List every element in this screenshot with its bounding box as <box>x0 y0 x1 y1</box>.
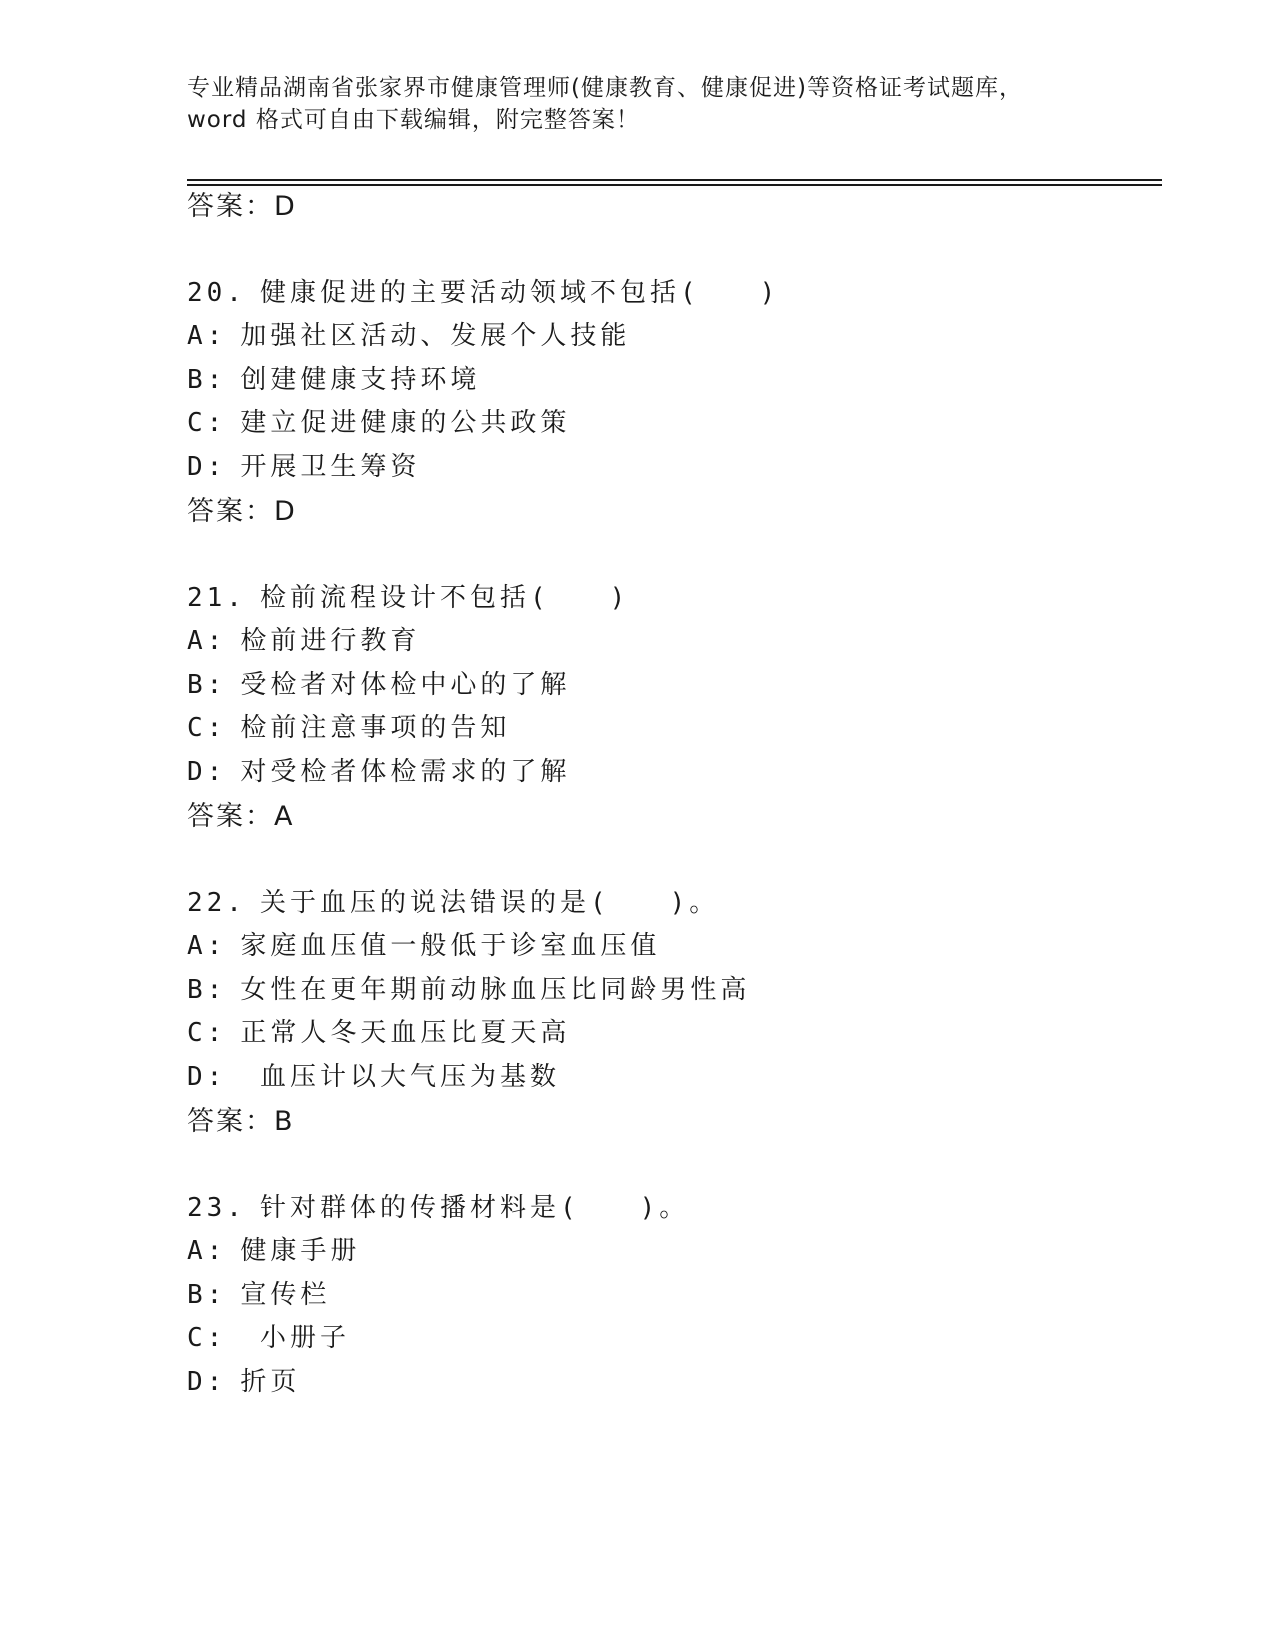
question-20-option-b: B: 创建健康支持环境 <box>187 365 481 395</box>
header-divider-top <box>187 179 1162 181</box>
question-21-option-b: B: 受检者对体检中心的了解 <box>187 670 571 700</box>
question-22-answer: 答案：B <box>187 1106 295 1137</box>
question-22-option-a: A: 家庭血压值一般低于诊室血压值 <box>187 931 661 961</box>
question-21-option-a: A: 检前进行教育 <box>187 626 421 656</box>
question-20-option-d: D: 开展卫生筹资 <box>187 452 421 482</box>
question-20-answer: 答案：D <box>187 496 297 527</box>
question-number: 23. <box>187 1193 246 1223</box>
question-text: 检前流程设计不包括( ) <box>259 583 630 613</box>
question-23-stem <box>187 1187 689 1224</box>
question-20-option-c: C: 建立促进健康的公共政策 <box>187 408 571 438</box>
question-22-option-b: B: 女性在更年期前动脉血压比同龄男性高 <box>187 975 751 1005</box>
question-22-option-d: D: 血压计以大气压为基数 <box>187 1062 560 1092</box>
question-20-option-a: A: 加强社区活动、发展个人技能 <box>187 321 631 351</box>
question-text: 关于血压的说法错误的是( )。 <box>259 888 720 918</box>
question-21-option-c: C: 检前注意事项的告知 <box>187 713 511 743</box>
question-number: 22. <box>187 888 246 918</box>
document-header <box>187 72 1167 136</box>
question-23-option-a: A: 健康手册 <box>187 1236 361 1266</box>
question-number: 21. <box>187 583 246 613</box>
question-text: 健康促进的主要活动领域不包括( ) <box>259 278 780 308</box>
question-23-option-d: D: 折页 <box>187 1367 301 1397</box>
previous-answer: 答案：D <box>187 191 297 222</box>
question-number: 20. <box>187 278 246 308</box>
question-21-stem <box>187 577 629 614</box>
question-23-option-c: C: 小册子 <box>187 1323 350 1353</box>
question-20-stem <box>187 272 779 309</box>
question-22-stem <box>187 882 719 919</box>
question-21-answer: 答案：A <box>187 801 295 832</box>
header-line-2: word 格式可自由下载编辑，附完整答案！ <box>187 107 640 133</box>
header-divider-bottom <box>187 184 1162 186</box>
question-text: 针对群体的传播材料是( )。 <box>259 1193 690 1223</box>
question-21-option-d: D: 对受检者体检需求的了解 <box>187 757 571 787</box>
header-line-1: 专业精品湖南省张家界市健康管理师(健康教育、健康促进)等资格证考试题库， <box>187 75 1023 101</box>
question-22-option-c: C: 正常人冬天血压比夏天高 <box>187 1018 571 1048</box>
question-23-option-b: B: 宣传栏 <box>187 1280 331 1310</box>
